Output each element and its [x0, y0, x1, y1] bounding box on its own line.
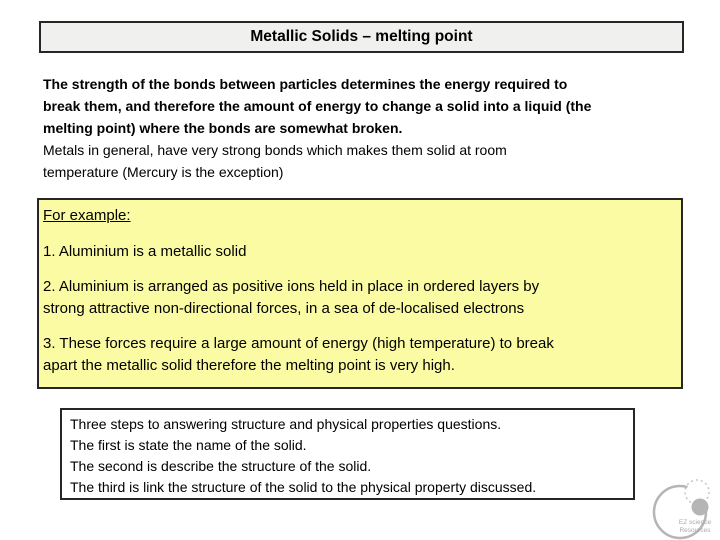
- title-bar: [39, 21, 684, 53]
- example-item-line: strong attractive non-directional forces, in a sea of de-localised electrons: [43, 300, 525, 317]
- steps-line: The second is describe the structure of the solid.: [70, 458, 372, 474]
- intro-paragraph: [43, 73, 693, 183]
- intro-bold-line: break them, and therefore the amount of energy to change a solid into a liquid (the: [43, 98, 592, 114]
- example-item-line: 1. Aluminium is a metallic solid: [43, 243, 247, 260]
- example-box: [37, 198, 683, 389]
- steps-line: Three steps to answering structure and physical properties questions.: [70, 416, 502, 432]
- steps-line: The first is state the name of the solid.: [70, 437, 307, 453]
- slide-title: Metallic Solids – melting point: [250, 28, 473, 45]
- logo-filled-circle-icon: [692, 499, 709, 516]
- ez-science-resources-logo: [648, 462, 720, 540]
- example-item-line: apart the metallic solid therefore the melting point is very high.: [43, 357, 455, 374]
- steps-line: The third is link the structure of the solid to the physical property discussed.: [70, 479, 537, 495]
- steps-box: [60, 408, 635, 500]
- intro-regular-line: temperature (Mercury is the exception): [43, 164, 284, 180]
- example-item-2: [43, 276, 673, 320]
- intro-bold-line: The strength of the bonds between particles determines the energy required to: [43, 76, 568, 92]
- logo-text-line1: EZ science: [678, 519, 712, 526]
- intro-regular-line: Metals in general, have very strong bonds which makes them solid at room: [43, 142, 507, 158]
- example-item-3: [43, 333, 673, 377]
- example-item-1: [43, 241, 673, 263]
- intro-regular-text: [43, 139, 693, 183]
- intro-bold-line: melting point) where the bonds are somewhat broken.: [43, 120, 403, 136]
- example-heading: For example:: [43, 207, 131, 224]
- logo-text-line2: Resources: [679, 527, 711, 534]
- example-item-line: 2. Aluminium is arranged as positive ions held in place in ordered layers by: [43, 278, 540, 295]
- example-item-line: 3. These forces require a large amount of energy (high temperature) to break: [43, 335, 554, 352]
- intro-bold-text: [43, 73, 693, 139]
